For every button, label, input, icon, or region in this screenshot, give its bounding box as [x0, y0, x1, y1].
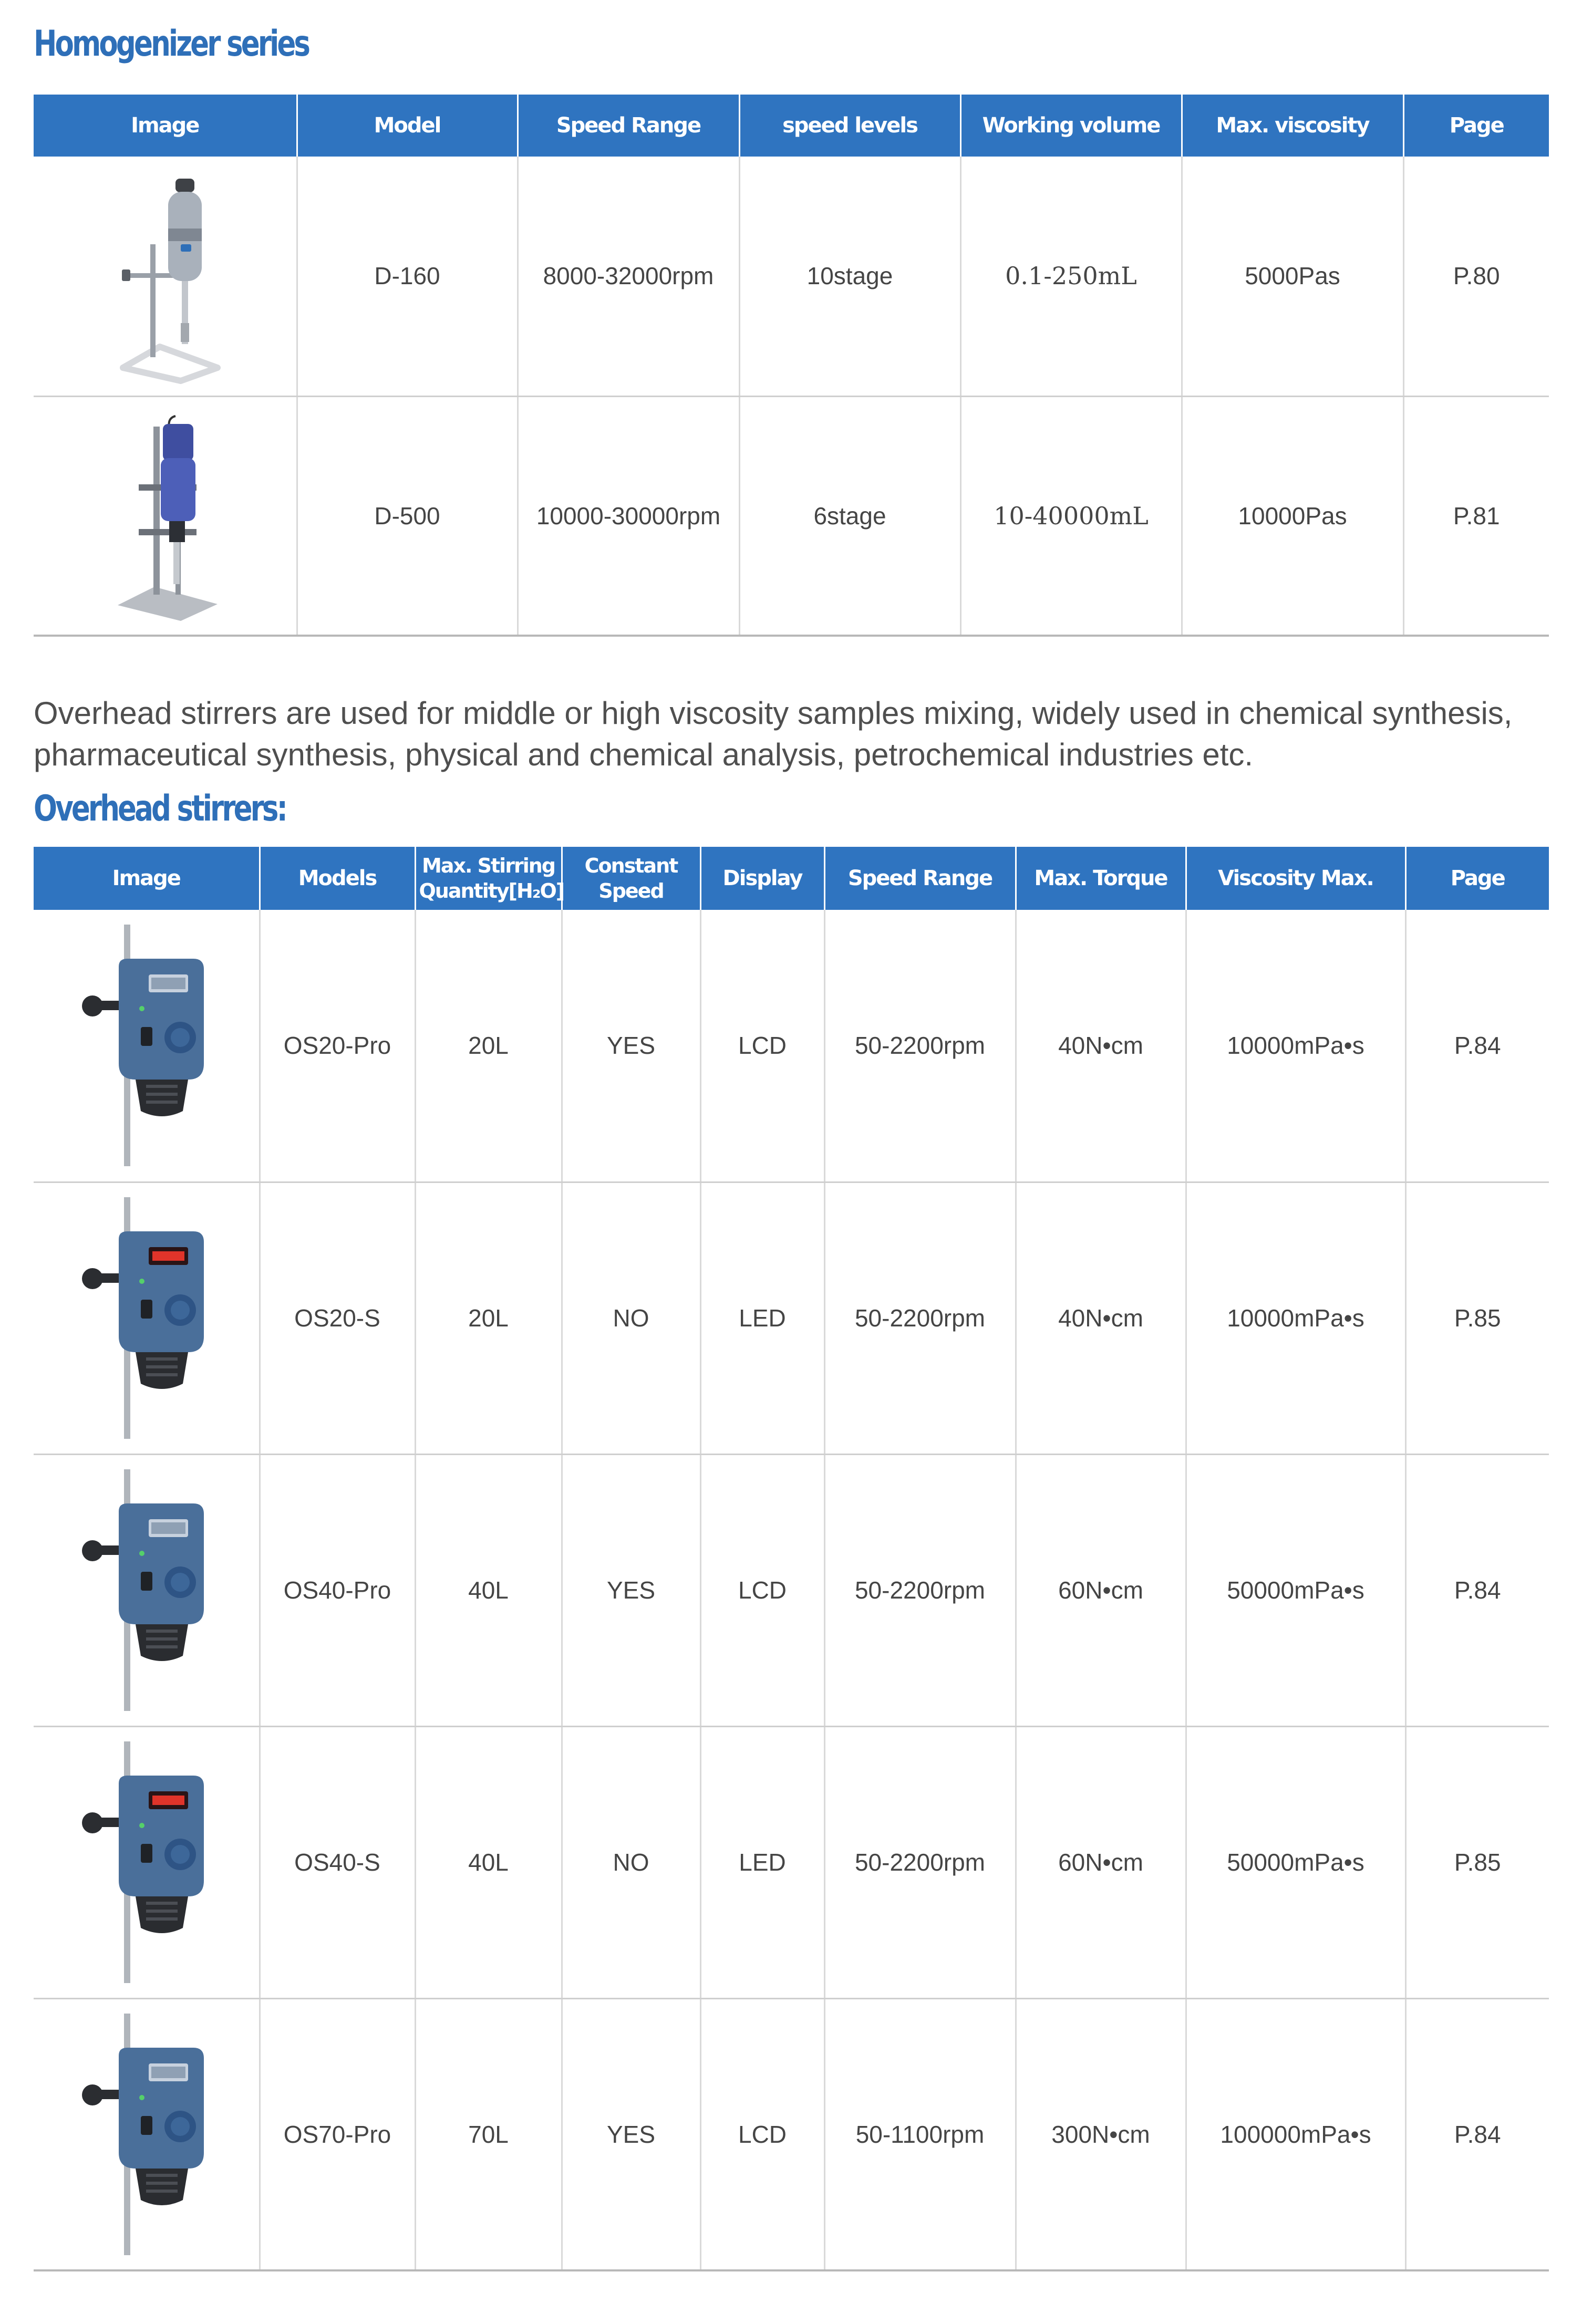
product-image-cell	[34, 396, 297, 636]
viscosity-max-cell: 100000mPa•s	[1186, 1998, 1405, 2270]
max-quantity-cell: 70L	[415, 1998, 562, 2270]
product-image-cell	[34, 1726, 260, 1998]
max-quantity-cell: 20L	[415, 1182, 562, 1454]
max-torque-cell: 60N•cm	[1016, 1726, 1186, 1998]
page-cell: P.85	[1405, 1182, 1549, 1454]
viscosity-max-cell: 50000mPa•s	[1186, 1726, 1405, 1998]
constant-speed-cell: NO	[562, 1182, 700, 1454]
model-cell: OS70-Pro	[260, 1998, 415, 2270]
model-cell: OS40-S	[260, 1726, 415, 1998]
column-header-speed-range: Speed Range	[518, 95, 739, 157]
model-cell: OS20-S	[260, 1182, 415, 1454]
column-header-models: Models	[260, 847, 415, 910]
column-header-constant-speed: Constant Speed	[562, 847, 700, 910]
max-torque-cell: 40N•cm	[1016, 1182, 1186, 1454]
column-header-viscosity-max: Viscosity Max.	[1186, 847, 1405, 910]
max-torque-cell: 60N•cm	[1016, 1454, 1186, 1726]
column-header-image: Image	[34, 95, 297, 157]
table-row	[34, 910, 1549, 1182]
homogenizer-header-row	[34, 95, 1549, 157]
page-cell: P.85	[1405, 1726, 1549, 1998]
product-image-cell	[34, 1998, 260, 2270]
viscosity-max-cell: 50000mPa•s	[1186, 1454, 1405, 1726]
table-row	[34, 157, 1549, 396]
table-row	[34, 396, 1549, 636]
speed-range-cell: 10000-30000rpm	[518, 396, 739, 636]
speed-range-cell: 50-1100rpm	[824, 1998, 1016, 2270]
max-torque-cell: 40N•cm	[1016, 910, 1186, 1182]
display-cell: LED	[700, 1182, 824, 1454]
overhead-stirrer-lcd-icon	[73, 922, 220, 1169]
column-header-page: Page	[1403, 95, 1549, 157]
max-quantity-cell: 40L	[415, 1454, 562, 1726]
overhead-stirrer-lcd-icon	[73, 1467, 220, 1714]
product-image-cell	[34, 1182, 260, 1454]
overhead-stirrer-led-icon	[73, 1739, 220, 1986]
column-header-display: Display	[700, 847, 824, 910]
page-cell: P.84	[1405, 910, 1549, 1182]
page-cell: P.80	[1403, 157, 1549, 396]
display-cell: LCD	[700, 1454, 824, 1726]
column-header-speed-levels: speed levels	[739, 95, 960, 157]
homogenizer-d500-icon	[97, 406, 233, 626]
product-image-cell	[34, 910, 260, 1182]
column-header-page: Page	[1405, 847, 1549, 910]
overhead-section-title: Overhead stirrers:	[34, 788, 286, 829]
constant-speed-cell: NO	[562, 1726, 700, 1998]
table-row	[34, 1998, 1549, 2270]
constant-speed-cell: YES	[562, 1454, 700, 1726]
page-cell: P.84	[1405, 1454, 1549, 1726]
speed-levels-cell: 6stage	[739, 396, 960, 636]
model-cell: OS40-Pro	[260, 1454, 415, 1726]
speed-range-cell: 50-2200rpm	[824, 1726, 1016, 1998]
overhead-header-row	[34, 847, 1549, 910]
overhead-stirrer-lcd-icon	[73, 2011, 220, 2258]
viscosity-max-cell: 10000mPa•s	[1186, 910, 1405, 1182]
max-quantity-cell: 20L	[415, 910, 562, 1182]
speed-range-cell: 50-2200rpm	[824, 910, 1016, 1182]
table-row	[34, 1454, 1549, 1726]
model-cell: D-160	[297, 157, 518, 396]
column-header-max-torque: Max. Torque	[1016, 847, 1186, 910]
table-row	[34, 1182, 1549, 1454]
column-header-max-stirring-quantity: Max. Stirring Quantity[H₂O]	[415, 847, 562, 910]
model-cell: OS20-Pro	[260, 910, 415, 1182]
page-cell: P.84	[1405, 1998, 1549, 2270]
homogenizer-table	[34, 95, 1549, 637]
speed-levels-cell: 10stage	[739, 157, 960, 396]
display-cell: LCD	[700, 1998, 824, 2270]
working-volume-cell: 10-40000mL	[960, 396, 1182, 636]
product-image-cell	[34, 157, 297, 396]
column-header-speed-range: Speed Range	[824, 847, 1016, 910]
product-image-cell	[34, 1454, 260, 1726]
table-row	[34, 1726, 1549, 1998]
homogenizer-d160-icon	[97, 165, 233, 386]
column-header-working-volume: Working volume	[960, 95, 1182, 157]
speed-range-cell: 50-2200rpm	[824, 1454, 1016, 1726]
max-torque-cell: 300N•cm	[1016, 1998, 1186, 2270]
overhead-stirrer-led-icon	[73, 1195, 220, 1441]
working-volume-cell: 0.1-250mL	[960, 157, 1182, 396]
display-cell: LCD	[700, 910, 824, 1182]
max-quantity-cell: 40L	[415, 1726, 562, 1998]
viscosity-max-cell: 10000mPa•s	[1186, 1182, 1405, 1454]
column-header-model: Model	[297, 95, 518, 157]
speed-range-cell: 8000-32000rpm	[518, 157, 739, 396]
constant-speed-cell: YES	[562, 1998, 700, 2270]
column-header-max-viscosity: Max. viscosity	[1182, 95, 1403, 157]
homogenizer-section-title: Homogenizer series	[34, 23, 309, 65]
max-viscosity-cell: 5000Pas	[1182, 157, 1403, 396]
speed-range-cell: 50-2200rpm	[824, 1182, 1016, 1454]
overhead-stirrers-table	[34, 847, 1549, 2271]
overhead-intro-text: Overhead stirrers are used for middle or high viscosity samples mixing, widely used in chemical synthesis, pharmaceutical synthesis, physical and chemical analysis, petrochemical industries etc.	[34, 696, 1513, 772]
display-cell: LED	[700, 1726, 824, 1998]
page-cell: P.81	[1403, 396, 1549, 636]
column-header-image: Image	[34, 847, 260, 910]
model-cell: D-500	[297, 396, 518, 636]
constant-speed-cell: YES	[562, 910, 700, 1182]
max-viscosity-cell: 10000Pas	[1182, 396, 1403, 636]
